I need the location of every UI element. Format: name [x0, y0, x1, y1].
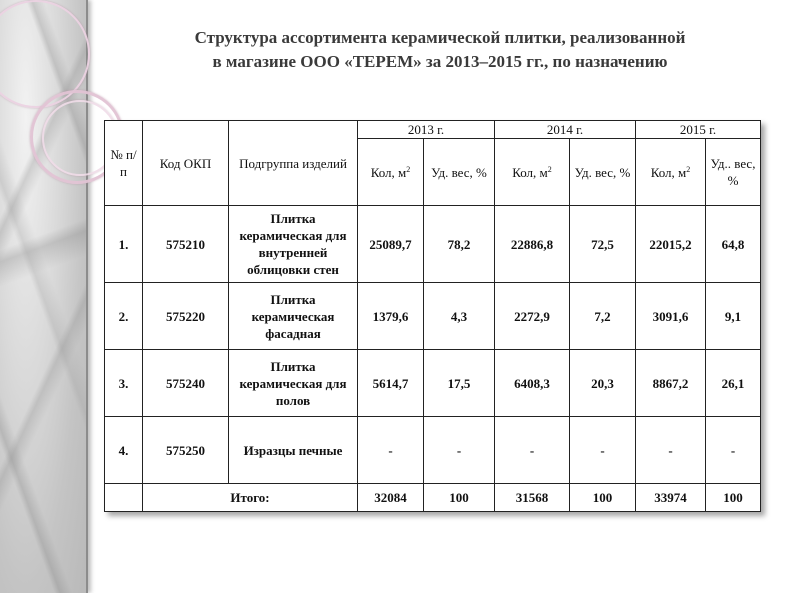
header-code: Код ОКП [143, 121, 229, 206]
total-share-2014: 100 [570, 484, 636, 512]
row-share-2013: 17,5 [424, 350, 495, 417]
header-num: № п/п [105, 121, 143, 206]
row-subgroup: Изразцы печные [229, 417, 358, 484]
table-row [105, 206, 761, 283]
row-subgroup: Плитка керамическая для полов [229, 350, 358, 417]
assortment-table-wrapper [104, 120, 761, 512]
total-row [105, 484, 761, 512]
row-code: 575220 [143, 283, 229, 350]
row-qty-2014: 2272,9 [495, 283, 570, 350]
header-share-2013: Уд. вес, % [424, 139, 495, 206]
row-share-2014: 72,5 [570, 206, 636, 283]
row-num: 2. [105, 283, 143, 350]
table-row [105, 350, 761, 417]
row-qty-2014: - [495, 417, 570, 484]
row-qty-2015: - [636, 417, 706, 484]
slide-title [120, 26, 760, 74]
row-share-2015: 26,1 [706, 350, 761, 417]
row-qty-2013: 25089,7 [358, 206, 424, 283]
row-qty-2015: 3091,6 [636, 283, 706, 350]
total-qty-2015: 33974 [636, 484, 706, 512]
table-row [105, 417, 761, 484]
header-qty-2014: Кол, $м^2$ [495, 139, 570, 206]
row-share-2015: 9,1 [706, 283, 761, 350]
title-line-2: в магазине ООО «ТЕРЕМ» за 2013–2015 гг., по назначению [212, 52, 668, 71]
row-share-2015: 64,8 [706, 206, 761, 283]
header-qty-2015: Кол, $м^2$ [636, 139, 706, 206]
row-qty-2014: 22886,8 [495, 206, 570, 283]
row-qty-2013: - [358, 417, 424, 484]
row-subgroup: Плитка керамическая фасадная [229, 283, 358, 350]
row-share-2015: - [706, 417, 761, 484]
total-label: Итого: [143, 484, 358, 512]
header-year-2013: 2013 г. [358, 121, 495, 139]
row-share-2013: 78,2 [424, 206, 495, 283]
total-qty-2013: 32084 [358, 484, 424, 512]
row-num: 3. [105, 350, 143, 417]
row-share-2013: 4,3 [424, 283, 495, 350]
row-qty-2014: 6408,3 [495, 350, 570, 417]
row-share-2014: 20,3 [570, 350, 636, 417]
row-num: 4. [105, 417, 143, 484]
row-num: 1. [105, 206, 143, 283]
row-qty-2013: 5614,7 [358, 350, 424, 417]
total-share-2015: 100 [706, 484, 761, 512]
total-share-2013: 100 [424, 484, 495, 512]
header-year-2015: 2015 г. [636, 121, 761, 139]
row-share-2014: - [570, 417, 636, 484]
row-share-2013: - [424, 417, 495, 484]
header-qty-2013: Кол, $м^2$ [358, 139, 424, 206]
row-qty-2015: 22015,2 [636, 206, 706, 283]
row-code: 575250 [143, 417, 229, 484]
header-row-years [105, 121, 761, 139]
header-subgroup: Подгруппа изделий [229, 121, 358, 206]
header-share-2014: Уд. вес, % [570, 139, 636, 206]
total-empty-cell [105, 484, 143, 512]
row-qty-2015: 8867,2 [636, 350, 706, 417]
row-code: 575240 [143, 350, 229, 417]
title-line-1: Структура ассортимента керамической плитки, реализованной [194, 28, 686, 47]
marble-sidebar-decoration [0, 0, 88, 593]
row-share-2014: 7,2 [570, 283, 636, 350]
header-share-2015: Уд.. вес, % [706, 139, 761, 206]
table-row [105, 283, 761, 350]
header-year-2014: 2014 г. [495, 121, 636, 139]
total-qty-2014: 31568 [495, 484, 570, 512]
row-code: 575210 [143, 206, 229, 283]
row-subgroup: Плитка керамическая для внутренней облицовки стен [229, 206, 358, 283]
row-qty-2013: 1379,6 [358, 283, 424, 350]
assortment-table [104, 120, 761, 512]
